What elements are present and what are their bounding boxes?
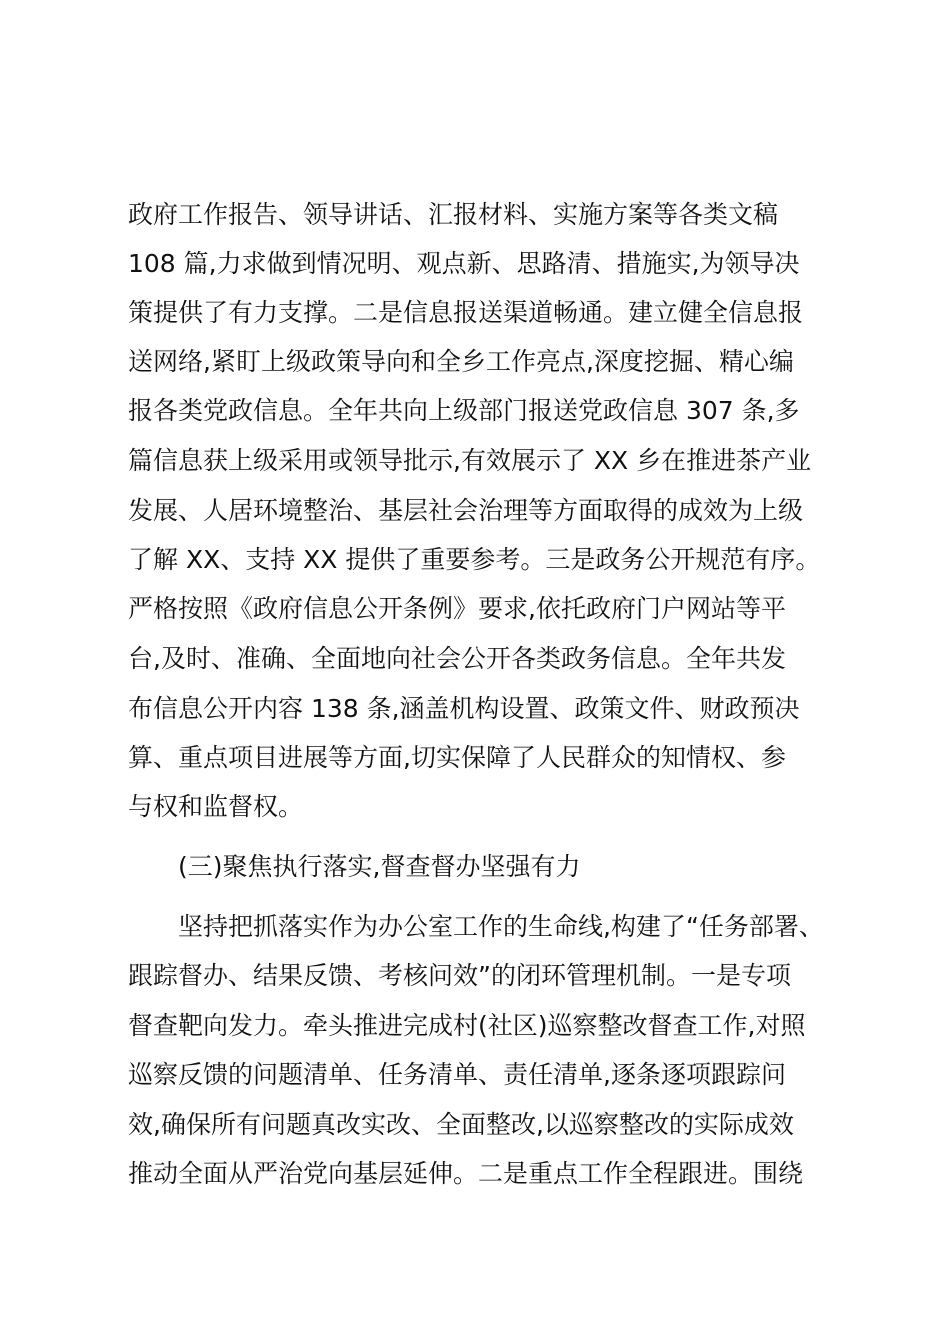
body-text-line: 严格按照《政府信息公开条例》要求,依托政府门户网站等平 bbox=[128, 594, 786, 623]
body-text-line: 台,及时、准确、全面地向社会公开各类政务信息。全年共发 bbox=[128, 644, 786, 673]
body-text-line: 巡察反馈的问题清单、任务清单、责任清单,逐条逐项跟踪问 bbox=[128, 1060, 786, 1089]
body-text-line: 108 篇,力求做到情况明、观点新、思路清、措施实,为领导决 bbox=[128, 249, 800, 278]
body-text-line: 送网络,紧盯上级政策导向和全乡工作亮点,深度挖掘、精心编 bbox=[128, 347, 794, 376]
body-text-line: 跟踪督办、结果反馈、考核问效”的闭环管理机制。一是专项 bbox=[128, 961, 791, 990]
body-text-line: 策提供了有力支撑。二是信息报送渠道畅通。建立健全信息报 bbox=[128, 298, 804, 327]
body-text-line: 政府工作报告、领导讲话、汇报材料、实施方案等各类文稿 bbox=[128, 200, 779, 229]
body-text-line: 坚持把抓落实作为办公室工作的生命线,构建了“任务部署、 bbox=[178, 912, 824, 941]
body-text-line: 效,确保所有问题真改实改、全面整改,以巡察整改的实际成效 bbox=[128, 1110, 794, 1139]
body-text-line: 报各类党政信息。全年共向上级部门报送党政信息 307 条,多 bbox=[128, 396, 800, 425]
section-heading: (三)聚焦执行落实,督查督办坚强有力 bbox=[178, 852, 581, 881]
body-text-line: 算、重点项目进展等方面,切实保障了人民群众的知情权、参 bbox=[128, 743, 786, 772]
body-text-line: 了解 XX、支持 XX 提供了重要参考。三是政务公开规范有序。 bbox=[128, 545, 821, 574]
body-text-line: 推动全面从严治党向基层延伸。二是重点工作全程跟进。围绕 bbox=[128, 1159, 804, 1188]
body-text-line: 篇信息获上级采用或领导批示,有效展示了 XX 乡在推进茶产业 bbox=[128, 446, 812, 475]
body-text-line: 与权和监督权。 bbox=[128, 792, 304, 821]
body-text-line: 发展、人居环境整治、基层社会治理等方面取得的成效为上级 bbox=[128, 496, 804, 525]
body-text-line: 布信息公开内容 138 条,涵盖机构设置、政策文件、财政预决 bbox=[128, 694, 800, 723]
body-text-line: 督查靶向发力。牵头推进完成村(社区)巡察整改督查工作,对照 bbox=[128, 1011, 806, 1040]
